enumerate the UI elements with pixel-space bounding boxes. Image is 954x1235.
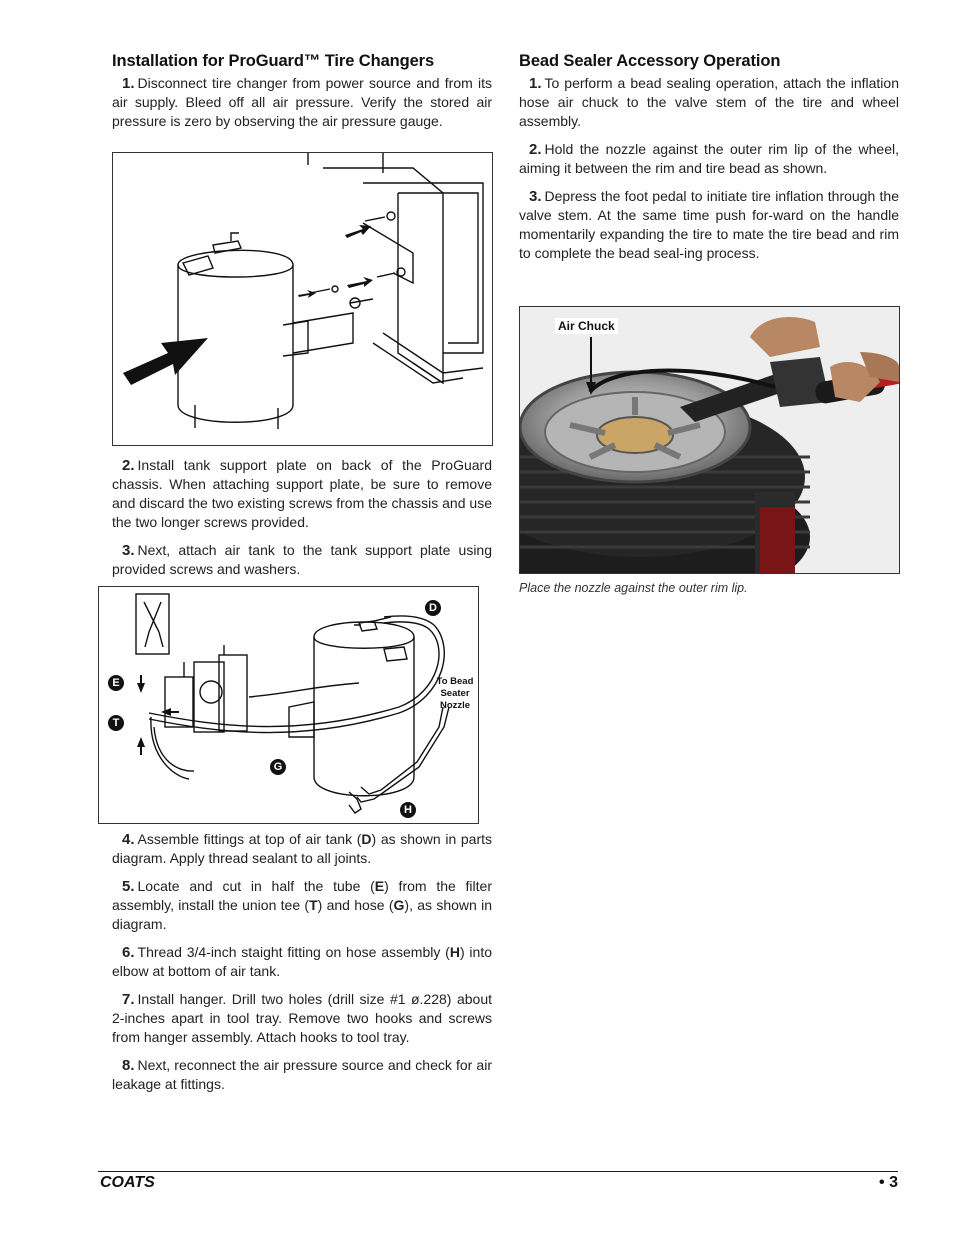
callout-e: E xyxy=(108,675,124,691)
callout-h: H xyxy=(400,802,416,818)
footer-rule xyxy=(98,1171,898,1172)
photo-caption: Place the nozzle against the outer rim lip. xyxy=(519,581,748,595)
right-column xyxy=(519,52,899,272)
page-number: • 3 xyxy=(879,1174,898,1191)
bead-step-2: 2. Hold the nozzle against the outer rim lip of the wheel, aiming it between the rim and tire bead as shown. xyxy=(519,141,899,176)
bead-seater-nozzle-note: To Bead Seater Nozzle xyxy=(436,676,474,711)
left-column-steps-4-8 xyxy=(112,830,492,1103)
insert-arrow-icon xyxy=(123,338,208,385)
install-step-2: 2. Install tank support plate on back of the ProGuard chassis. When attaching support plate, be sure to remove and discard the two existing screws from the chassis and use the two longer screws provided. xyxy=(112,457,492,530)
tire-and-wheel-photo xyxy=(520,307,899,573)
callout-t: T xyxy=(108,715,124,731)
tank-mounting-illustration xyxy=(113,153,492,445)
plumbing-illustration xyxy=(99,587,478,823)
air-chuck-label: Air Chuck xyxy=(555,318,618,334)
install-step-8: 8. Next, reconnect the air pressure source and check for air leakage at fittings. xyxy=(112,1057,492,1092)
install-step-5: 5. Locate and cut in half the tube (E) from the filter assembly, install the union tee (T) and hose (G), as shown in diagram. xyxy=(112,878,492,932)
callout-g: G xyxy=(270,759,286,775)
callout-d: D xyxy=(425,600,441,616)
bead-step-1: 1. To perform a bead sealing operation, attach the inflation hose air chuck to the valve stem of the tire and wheel assembly. xyxy=(519,75,899,129)
left-column xyxy=(112,52,492,140)
footer-brand: COATS xyxy=(100,1174,155,1191)
install-step-6: 6. Thread 3/4-inch staight fitting on hose assembly (H) into elbow at bottom of air tank. xyxy=(112,944,493,979)
install-step-7: 7. Install hanger. Drill two holes (drill size #1 ø.228) about 2-inches apart in tool tray. Remove two hooks and screws from hanger assembly. Attach hooks to tool tray. xyxy=(112,991,492,1045)
install-step-3: 3. Next, attach air tank to the tank support plate using provided screws and washers. xyxy=(112,542,492,577)
bead-sealer-heading: Bead Sealer Accessory Operation xyxy=(519,52,781,70)
installation-heading: Installation for ProGuard™ Tire Changers xyxy=(112,52,435,70)
tank-mounting-diagram xyxy=(112,152,493,446)
install-step-1: 1. Disconnect tire changer from power source and from its air supply. Bleed off all air pressure. Verify the stored air pressure is zero by observing the air pressure gauge. xyxy=(112,75,492,129)
left-column-steps-2-3 xyxy=(112,456,492,588)
plumbing-diagram xyxy=(98,586,479,824)
install-step-4: 4. Assemble fittings at top of air tank (D) as shown in parts diagram. Apply thread sealant to all joints. xyxy=(112,831,492,866)
bead-sealer-photo xyxy=(519,306,900,574)
bead-step-3: 3. Depress the foot pedal to initiate tire inflation through the valve stem. At the same time push for-ward on the handle momentarily expanding the tire to mate the tire bead and rim to complete the bead seal-ing process. xyxy=(519,188,899,261)
